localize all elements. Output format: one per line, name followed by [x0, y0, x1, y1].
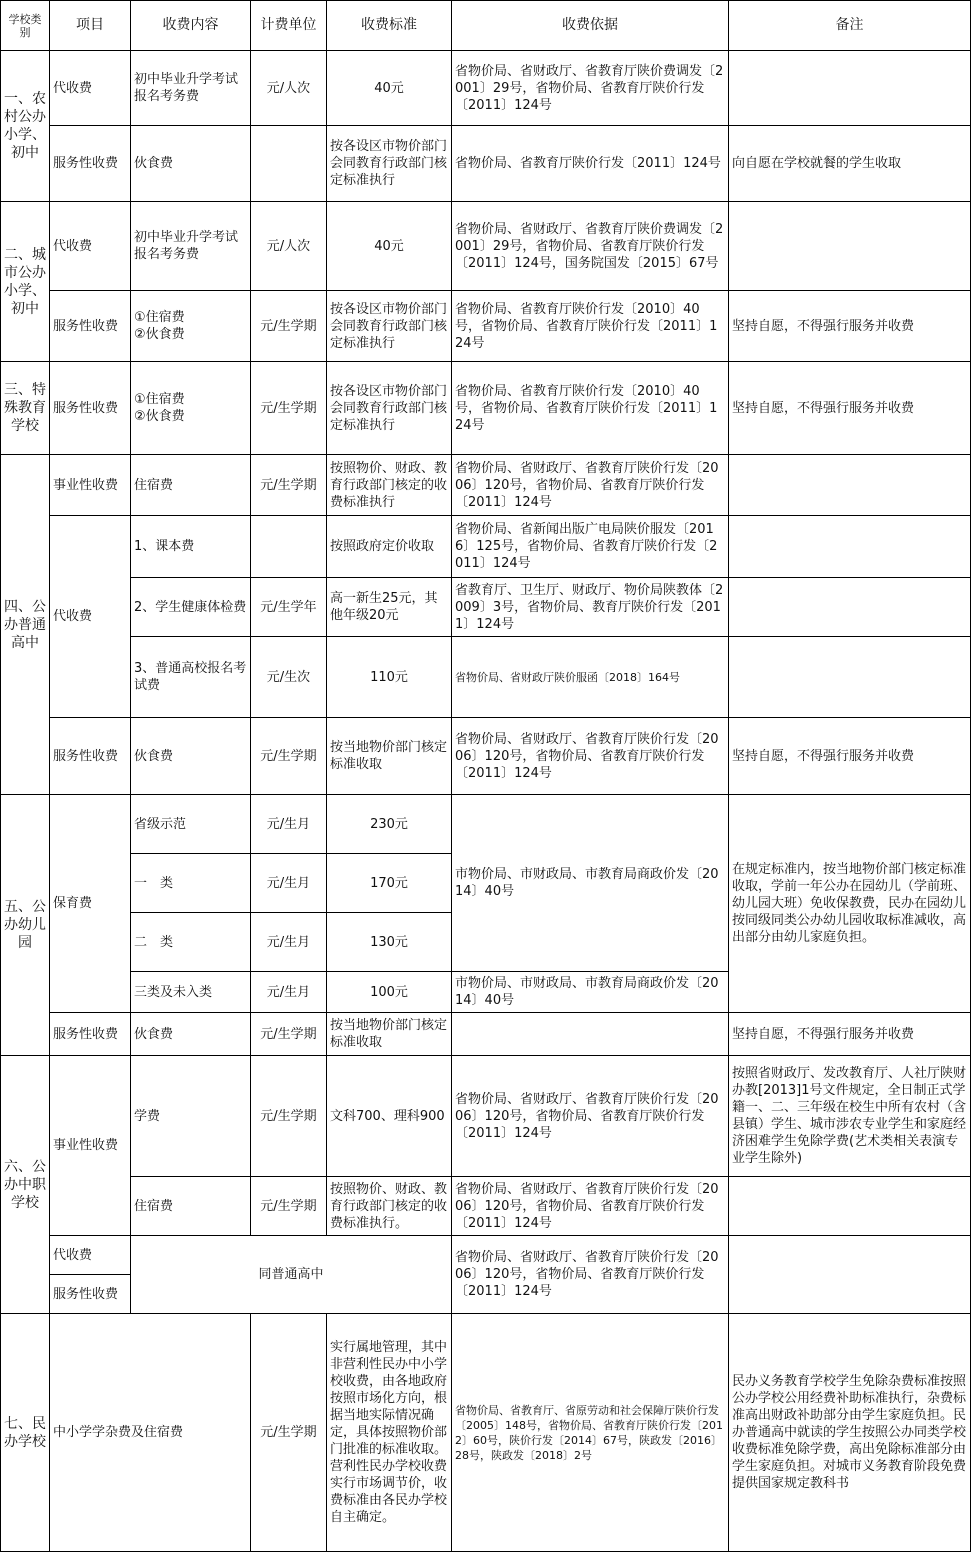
school-type-cell: 二、城市公办小学、初中 — [1, 202, 50, 362]
note-cell: 坚持自愿，不得强行服务并收费 — [729, 1013, 971, 1056]
unit-cell: 元/生月 — [251, 913, 327, 972]
note-cell: 坚持自愿，不得强行服务并收费 — [729, 362, 971, 455]
content-cell: 2、学生健康体检费 — [131, 578, 251, 637]
table-row — [1, 718, 971, 795]
header-basis: 收费依据 — [452, 1, 729, 51]
item-cell: 服务性收费 — [50, 1275, 131, 1314]
table-row — [1, 1013, 971, 1056]
note-cell — [729, 1236, 971, 1314]
item-cell: 代收费 — [50, 202, 131, 291]
note-cell: 在规定标准内，按当地物价部门核定标准收取，学前一年公办在园幼儿（学前班、幼儿园大班）免收保教费，民办在园幼儿按同级同类公办幼儿园收取标准减收，高出部分由幼儿家庭负担。 — [729, 795, 971, 1013]
content-cell: 初中毕业升学考试报名考务费 — [131, 202, 251, 291]
table-row — [1, 362, 971, 455]
note-cell — [729, 578, 971, 637]
content-cell: 住宿费 — [131, 455, 251, 516]
table-row — [1, 578, 971, 637]
content-cell — [131, 291, 251, 362]
standard-cell: 230元 — [327, 795, 452, 854]
note-cell — [729, 637, 971, 718]
standard-cell: 按各设区市物价部门会同教育行政部门核定标准执行 — [327, 291, 452, 362]
note-cell: 向自愿在学校就餐的学生收取 — [729, 126, 971, 202]
content-cell: 住宿费 — [131, 1177, 251, 1236]
school-type-cell: 七、民办学校 — [1, 1314, 50, 1552]
standard-cell: 高一新生25元，其他年级20元 — [327, 578, 452, 637]
content-cell: 三类及未入类 — [131, 972, 251, 1013]
content-cell: 伙食费 — [131, 1013, 251, 1056]
unit-cell: 元/生学期 — [251, 718, 327, 795]
basis-cell: 省物价局、省财政厅、省教育厅陕价费调发〔2001〕29号，省物价局、省教育厅陕价行发〔2011〕124号，国务院国发〔2015〕67号 — [452, 202, 729, 291]
content-cell: 省级示范 — [131, 795, 251, 854]
header-item: 项目 — [50, 1, 131, 51]
standard-cell: 实行属地管理，其中非营利性民办中小学校收费，由各地政府按照市场化方向，根据当地实际情况确定，具体按照物价部门批准的标准收取。营利性民办学校收费实行市场调节价，收费标准由各民办学校自主确定。 — [327, 1314, 452, 1552]
standard-cell: 文科700、理科900 — [327, 1056, 452, 1177]
item-cell: 事业性收费 — [50, 1056, 131, 1236]
standard-cell: 100元 — [327, 972, 452, 1013]
unit-cell: 元/生学期 — [251, 455, 327, 516]
note-cell — [729, 455, 971, 516]
item-cell: 服务性收费 — [50, 291, 131, 362]
standard-cell: 按各设区市物价部门会同教育行政部门核定标准执行 — [327, 126, 452, 202]
school-type-cell: 六、公办中职学校 — [1, 1056, 50, 1314]
note-cell: 民办义务教育学校学生免除杂费标准按照公办学校公用经费补助标准执行，杂费标准高出财政补助部分由学生家庭负担。民办普通高中就读的学生按照公办同类学校收费标准免除学费，高出免除标准部分由学生家庭负担。对城市义务教育阶段免费提供国家规定教科书 — [729, 1314, 971, 1552]
item-cell: 代收费 — [50, 51, 131, 126]
basis-cell: 省物价局、省新闻出版广电局陕价服发〔2016〕125号，省物价局、省教育厅陕价行发〔2011〕124号 — [452, 516, 729, 578]
unit-cell: 元/生学期 — [251, 1056, 327, 1177]
table-row — [1, 1177, 971, 1236]
standard-cell: 按当地物价部门核定标准收取 — [327, 1013, 452, 1056]
note-cell: 坚持自愿，不得强行服务并收费 — [729, 291, 971, 362]
content-cell: 一 类 — [131, 854, 251, 913]
unit-cell: 元/生学期 — [251, 1314, 327, 1552]
basis-cell — [452, 1013, 729, 1056]
header-note: 备注 — [729, 1, 971, 51]
standard-cell: 按照物价、财政、教育行政部门核定的收费标准执行 — [327, 455, 452, 516]
unit-cell — [251, 516, 327, 578]
header-content: 收费内容 — [131, 1, 251, 51]
table-row — [1, 126, 971, 202]
unit-cell: 元/生学年 — [251, 578, 327, 637]
basis-cell: 省教育厅、卫生厅、财政厅、物价局陕教体〔2009〕3号，省物价局、教育厅陕价行发〔2011〕124号 — [452, 578, 729, 637]
standard-cell: 按各设区市物价部门会同教育行政部门核定标准执行 — [327, 362, 452, 455]
content-line: ①住宿费 — [134, 392, 185, 407]
header-unit: 计费单位 — [251, 1, 327, 51]
table-row — [1, 1056, 971, 1177]
table-row — [1, 1236, 971, 1275]
basis-cell: 省物价局、省教育厅陕价行发〔2011〕124号 — [452, 126, 729, 202]
table-row — [1, 202, 971, 291]
content-cell: 伙食费 — [131, 718, 251, 795]
content-line: ①住宿费 — [134, 310, 185, 325]
note-cell: 坚持自愿，不得强行服务并收费 — [729, 718, 971, 795]
school-type-cell: 一、农村公办小学、初中 — [1, 51, 50, 202]
item-cell: 服务性收费 — [50, 1013, 131, 1056]
table-row — [1, 516, 971, 578]
table-row — [1, 637, 971, 718]
content-cell: 伙食费 — [131, 126, 251, 202]
item-cell: 保育费 — [50, 795, 131, 1013]
unit-cell: 元/生学期 — [251, 362, 327, 455]
standard-cell: 按照政府定价收取 — [327, 516, 452, 578]
table-row — [1, 795, 971, 854]
basis-cell: 省物价局、省财政厅、省教育厅陕价行发〔2006〕120号，省物价局、省教育厅陕价行发〔2011〕124号 — [452, 455, 729, 516]
basis-cell: 省物价局、省教育厅陕价行发〔2010〕40号，省物价局、省教育厅陕价行发〔2011〕124号 — [452, 291, 729, 362]
basis-cell: 省物价局、省财政厅、省教育厅陕价行发〔2006〕120号，省物价局、省教育厅陕价行发〔2011〕124号 — [452, 718, 729, 795]
content-line: ②伙食费 — [134, 409, 185, 424]
standard-cell: 40元 — [327, 202, 452, 291]
unit-cell: 元/生月 — [251, 795, 327, 854]
content-cell: 1、课本费 — [131, 516, 251, 578]
basis-cell: 省物价局、省财政厅、省教育厅陕价行发〔2006〕120号，省物价局、省教育厅陕价行发〔2011〕124号 — [452, 1056, 729, 1177]
content-cell: 中小学学杂费及住宿费 — [50, 1314, 251, 1552]
table-row — [1, 51, 971, 126]
same-as-high-school-cell: 同普通高中 — [131, 1236, 452, 1314]
standard-cell: 110元 — [327, 637, 452, 718]
basis-cell: 市物价局、市财政局、市教育局商政价发〔2014〕40号 — [452, 972, 729, 1013]
basis-cell: 省物价局、省财政厅、省教育厅陕价费调发〔2001〕29号，省物价局、省教育厅陕价行发〔2011〕124号 — [452, 51, 729, 126]
content-cell: 学费 — [131, 1056, 251, 1177]
item-cell: 服务性收费 — [50, 126, 131, 202]
header-row — [1, 1, 971, 51]
unit-cell: 元/人次 — [251, 51, 327, 126]
unit-cell: 元/生次 — [251, 637, 327, 718]
standard-cell: 40元 — [327, 51, 452, 126]
unit-cell: 元/生学期 — [251, 291, 327, 362]
header-standard: 收费标准 — [327, 1, 452, 51]
item-cell: 服务性收费 — [50, 718, 131, 795]
content-cell — [131, 362, 251, 455]
basis-cell: 省物价局、省财政厅陕价服函〔2018〕164号 — [452, 637, 729, 718]
standard-cell: 170元 — [327, 854, 452, 913]
basis-cell: 市物价局、市财政局、市教育局商政价发〔2014〕40号 — [452, 795, 729, 972]
content-cell: 二 类 — [131, 913, 251, 972]
standard-cell: 按当地物价部门核定标准收取 — [327, 718, 452, 795]
unit-cell: 元/生月 — [251, 972, 327, 1013]
standard-cell: 130元 — [327, 913, 452, 972]
basis-cell: 省物价局、省财政厅、省教育厅陕价行发〔2006〕120号，省物价局、省教育厅陕价行发〔2011〕124号 — [452, 1236, 729, 1314]
item-cell: 代收费 — [50, 516, 131, 718]
unit-cell: 元/人次 — [251, 202, 327, 291]
school-type-cell: 五、公办幼儿园 — [1, 795, 50, 1056]
item-cell: 服务性收费 — [50, 362, 131, 455]
note-cell — [729, 516, 971, 578]
item-cell: 代收费 — [50, 1236, 131, 1275]
school-type-cell: 三、特殊教育学校 — [1, 362, 50, 455]
unit-cell: 元/生学期 — [251, 1013, 327, 1056]
basis-cell: 省物价局、省教育厅陕价行发〔2010〕40号，省物价局、省教育厅陕价行发〔2011〕124号 — [452, 362, 729, 455]
school-type-cell: 四、公办普通高中 — [1, 455, 50, 795]
basis-cell: 省物价局、省教育厅、省原劳动和社会保障厅陕价行发〔2005〕148号，省物价局、省教育厅陕价行发〔2012〕60号，陕价行发〔2014〕67号，陕政发〔2016〕28号，陕政发〔2018〕2号 — [452, 1314, 729, 1552]
content-line: ②伙食费 — [134, 327, 185, 342]
note-cell — [729, 51, 971, 126]
unit-cell — [251, 126, 327, 202]
note-cell: 按照省财政厅、发改教育厅、人社厅陕财办教[2013]1号文件规定，全日制正式学籍一、二、三年级在校生中所有农村（含县镇）学生、城市涉农专业学生和家庭经济困难学生免除学费(艺术类相关表演专业学生除外) — [729, 1056, 971, 1177]
note-cell — [729, 202, 971, 291]
header-school-type: 学校类别 — [1, 1, 50, 51]
content-cell: 3、普通高校报名考试费 — [131, 637, 251, 718]
table-row — [1, 455, 971, 516]
basis-cell: 省物价局、省财政厅、省教育厅陕价行发〔2006〕120号，省物价局、省教育厅陕价行发〔2011〕124号 — [452, 1177, 729, 1236]
table-row — [1, 291, 971, 362]
note-cell — [729, 1177, 971, 1236]
unit-cell: 元/生学期 — [251, 1177, 327, 1236]
content-cell: 初中毕业升学考试报名考务费 — [131, 51, 251, 126]
standard-cell: 按照物价、财政、教育行政部门核定的收费标准执行。 — [327, 1177, 452, 1236]
unit-cell: 元/生月 — [251, 854, 327, 913]
table-row — [1, 1314, 971, 1552]
item-cell: 事业性收费 — [50, 455, 131, 516]
